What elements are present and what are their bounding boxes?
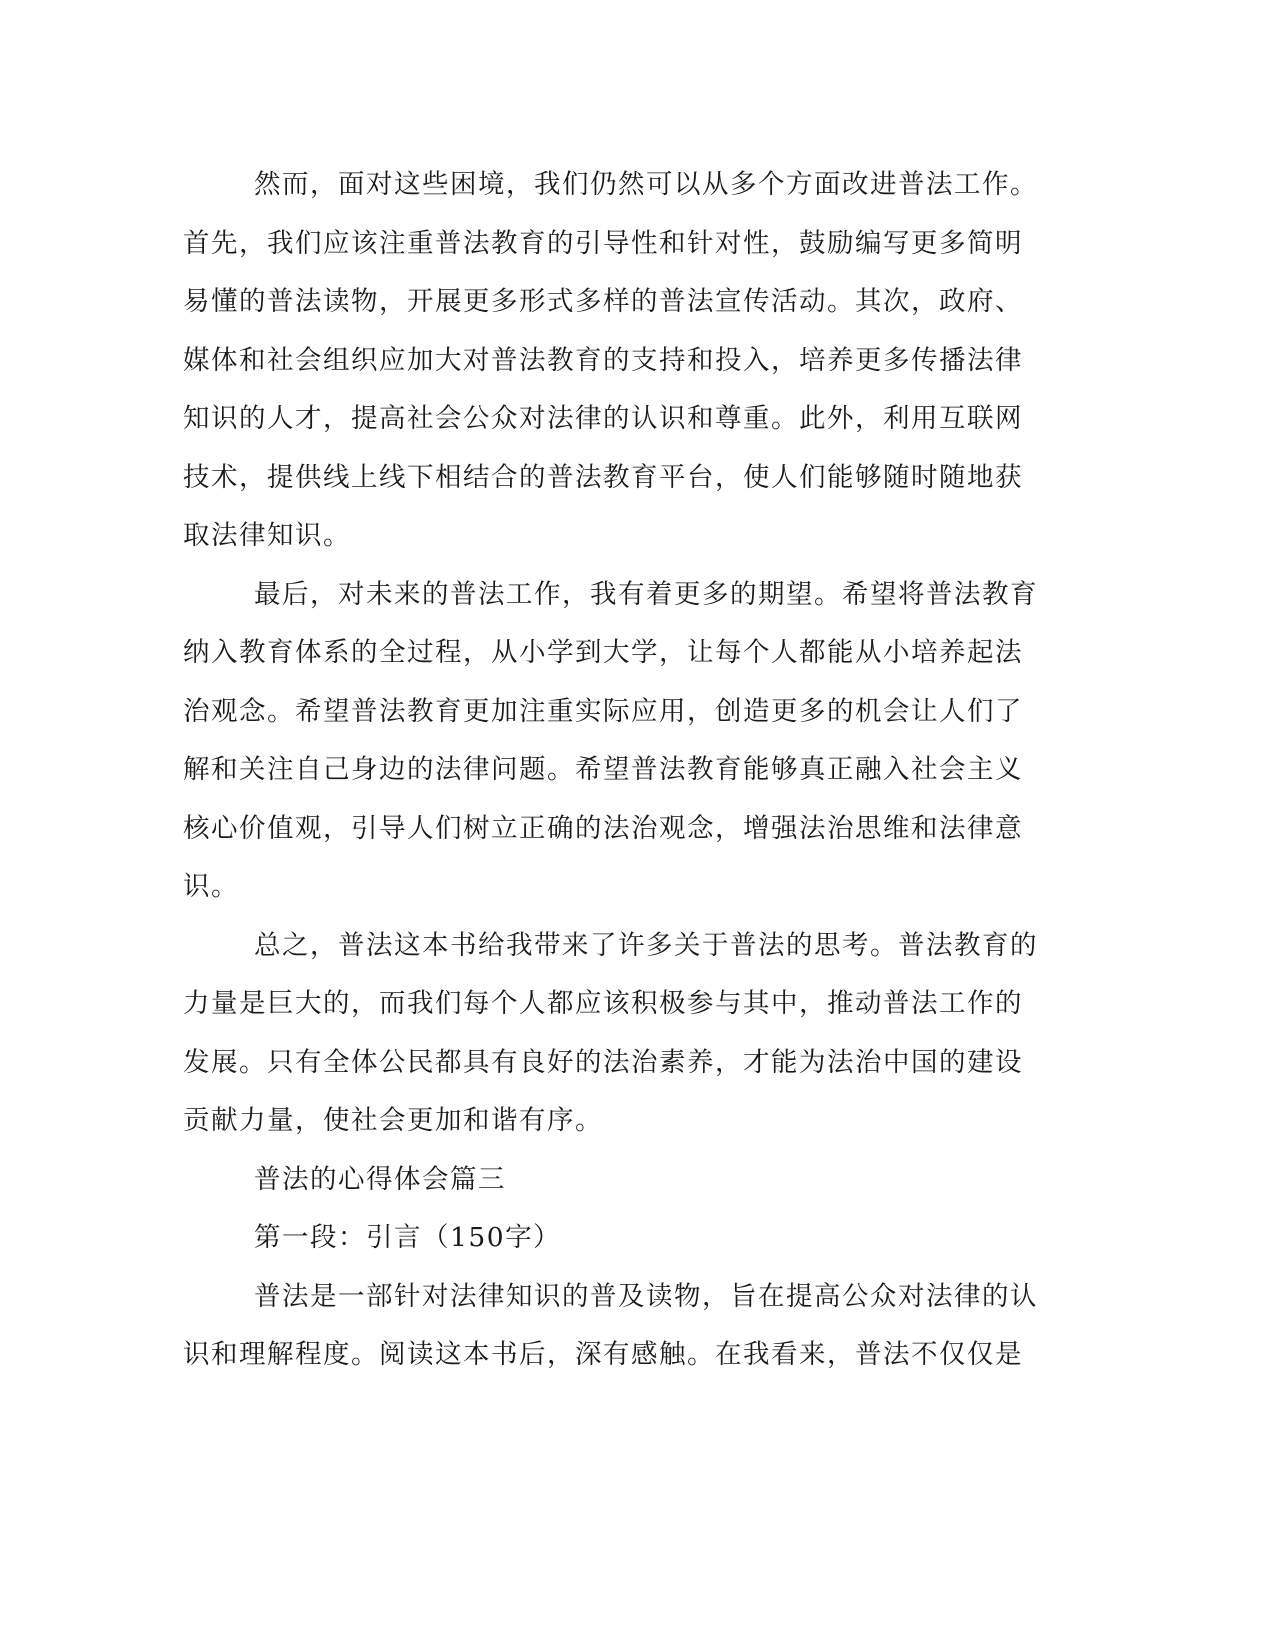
text-line: 发展。只有全体公民都具有良好的法治素养，才能为法治中国的建设 [183, 1046, 1023, 1078]
text-line: 取法律知识。 [183, 520, 351, 551]
text-line: 然而，面对这些困境，我们仍然可以从多个方面改进普法工作。 [254, 169, 1038, 200]
text-line: 最后，对未来的普法工作，我有着更多的期望。希望将普法教育 [254, 578, 1038, 610]
text-line: 技术，提供线上线下相结合的普法教育平台，使人们能够随时随地获 [183, 461, 1023, 493]
text-line: 贡献力量，使社会更加和谐有序。 [183, 1105, 603, 1136]
text-line: 识和理解程度。阅读这本书后，深有感触。在我看来，普法不仅仅是 [183, 1339, 1023, 1370]
text-line: 识。 [183, 871, 239, 902]
text-line: 媒体和社会组织应加大对普法教育的支持和投入，培养更多传播法律 [183, 344, 1023, 376]
text-line: 易懂的普法读物，开展更多形式多样的普法宣传活动。其次，政府、 [183, 286, 1023, 317]
text-line: 力量是巨大的，而我们每个人都应该积极参与其中，推动普法工作的 [183, 988, 1023, 1019]
text-line: 解和关注自己身边的法律问题。希望普法教育能够真正融入社会主义 [183, 754, 1023, 785]
subsection-heading: 第一段：引言（150字） [254, 1222, 562, 1253]
section-heading: 普法的心得体会篇三 [254, 1163, 506, 1195]
text-line: 核心价值观，引导人们树立正确的法治观念，增强法治思维和法律意 [183, 812, 1023, 844]
text-line: 普法是一部针对法律知识的普及读物，旨在提高公众对法律的认 [254, 1280, 1038, 1312]
text-line: 总之，普法这本书给我带来了许多关于普法的思考。普法教育的 [254, 929, 1038, 961]
text-line: 纳入教育体系的全过程，从小学到大学，让每个人都能从小培养起法 [183, 637, 1023, 668]
text-line: 知识的人才，提高社会公众对法律的认识和尊重。此外，利用互联网 [183, 403, 1023, 434]
text-line: 治观念。希望普法教育更加注重实际应用，创造更多的机会让人们了 [183, 695, 1023, 727]
text-line: 首先，我们应该注重普法教育的引导性和针对性，鼓励编写更多简明 [183, 227, 1023, 259]
document-body [183, 156, 1043, 1385]
